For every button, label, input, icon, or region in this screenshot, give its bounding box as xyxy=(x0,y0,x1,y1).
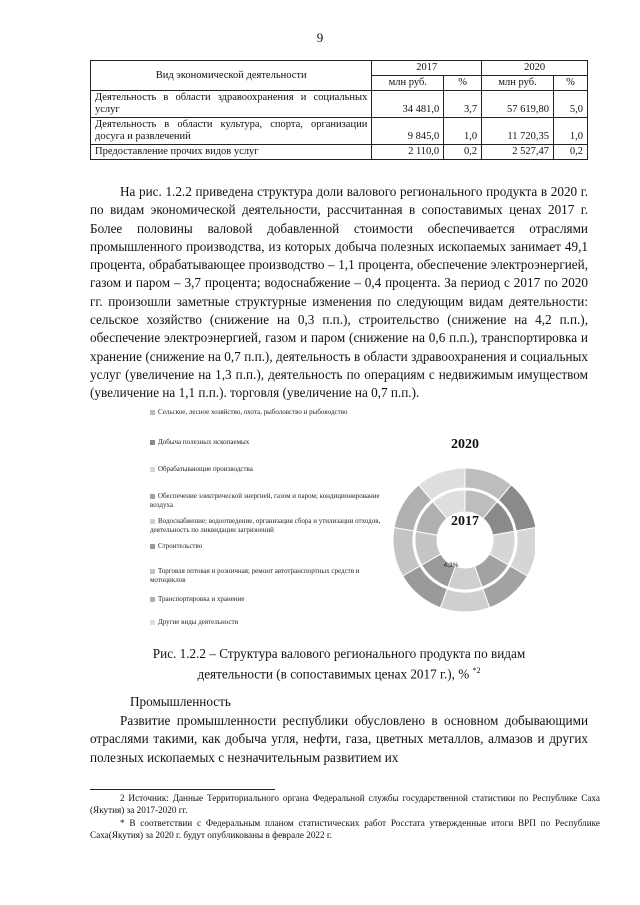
caption-line-2 xyxy=(90,662,588,682)
header-unit-rub-2020: млн руб. xyxy=(482,76,554,91)
row-pct-2020: 0,2 xyxy=(554,145,588,160)
row-value-2017: 34 481,0 xyxy=(372,91,444,118)
legend-item xyxy=(150,618,390,627)
row-value-2020: 2 527,47 xyxy=(482,145,554,160)
legend-swatch xyxy=(150,544,155,549)
legend-label: Добыча полезных ископаемых xyxy=(158,438,250,446)
row-pct-2020: 1,0 xyxy=(554,118,588,145)
legend-label: Другие виды деятельности xyxy=(158,618,239,626)
legend-swatch xyxy=(150,569,155,574)
donut-chart-svg xyxy=(385,415,535,630)
caption-line-1: Рис. 1.2.2 – Структура валового регионального продукта по видам xyxy=(152,646,526,661)
header-unit-rub-2017: млн руб. xyxy=(372,76,444,91)
row-activity: Деятельность в области культура, спорта, организации досуга и развлечений xyxy=(91,118,372,145)
page-number: 9 xyxy=(316,30,324,45)
legend-swatch xyxy=(150,597,155,602)
legend-swatch xyxy=(150,467,155,472)
legend-swatch xyxy=(150,519,155,524)
legend-label: Обеспечение электрической энергией, газом и паром; кондиционирование воздуха xyxy=(150,492,380,509)
table-row xyxy=(91,118,588,145)
legend-item xyxy=(150,542,390,551)
caption-line-2-text: деятельности (в сопоставимых ценах 2017 г.), % xyxy=(197,666,470,682)
legend-label: Транспортировка и хранение xyxy=(158,595,245,603)
slice-value-label: 4,3% xyxy=(443,562,459,569)
footnote-note: * В соответствии с Федеральным планом статистических работ Росстата утвержденные итоги ВРП по Республике Саха(Якутия) за 2020 г. будут опубликованы в феврале 2022 г. xyxy=(90,818,600,840)
row-value-2020: 57 619,80 xyxy=(482,91,554,118)
legend-label: Строительство xyxy=(158,542,203,550)
legend-item xyxy=(150,567,390,584)
legend-label: Сельское, лесное хозяйство, охота, рыболовство и рыбоводство xyxy=(158,408,348,416)
header-year-2020: 2020 xyxy=(482,61,588,76)
legend-label: Водоснабжение; водоотведение, организация сбора и утилизации отходов, деятельность по ликвидации загрязнений xyxy=(150,517,381,534)
legend-item xyxy=(150,438,390,447)
header-year-2017: 2017 xyxy=(372,61,482,76)
legend-swatch xyxy=(150,494,155,499)
legend-item xyxy=(150,465,390,474)
figure-caption xyxy=(90,645,588,682)
row-pct-2017: 1,0 xyxy=(444,118,482,145)
footnote-separator xyxy=(90,789,275,790)
legend-label: Обрабатывающие производства xyxy=(158,465,253,473)
gdp-structure-chart xyxy=(150,405,540,640)
gdp-table xyxy=(90,60,588,160)
row-pct-2020: 5,0 xyxy=(554,91,588,118)
legend-swatch xyxy=(150,440,155,445)
row-value-2017: 2 110,0 xyxy=(372,145,444,160)
legend-item xyxy=(150,492,390,509)
section-heading: Промышленность xyxy=(130,694,231,709)
legend-item xyxy=(150,517,390,534)
footnotes xyxy=(90,793,600,843)
body-paragraph-structure: На рис. 1.2.2 приведена структура доли валового регионального продукта в 2020 г. по видам экономической деятельности, рассчитанная в сопоставимых ценах 2017 г. Более половины валовой добавленной стоимости обеспечивается отраслями промышленного производства, из которых добыча полезных ископаемых занимает 49,1 процента, обрабатывающее производство – 1,1 процента, обеспечение электроэнергией, газом и паром – 3,7 процента; водоснабжение – 0,4 процента. За период с 2017 по 2020 гг. произошли заметные структурные изменения по следующим видам деятельности: сельское хозяйство (снижение на 0,3 п.п.), строительство (снижение на 4,2 п.п.), обеспечение электроэнергией, газом и паром (снижение на 0,6 п.п.), транспортировка и хранение (снижение на 0,7 п.п.), деятельность в области здравоохранения и социальных услуг (увеличение на 1,3 п.п.), деятельность по операциям с недвижимым имуществом (увеличение на 1,1 п.п.). торговля (увеличение на 0,7 п.п.). xyxy=(90,184,588,401)
outer-ring-segment xyxy=(440,589,489,612)
outer-ring-label: 2020 xyxy=(451,437,479,452)
inner-ring-label: 2017 xyxy=(451,514,479,529)
legend-swatch xyxy=(150,410,155,415)
row-pct-2017: 0,2 xyxy=(444,145,482,160)
table-row xyxy=(91,145,588,160)
row-value-2020: 11 720,35 xyxy=(482,118,554,145)
header-unit-pct-2017: % xyxy=(444,76,482,91)
legend-item xyxy=(150,595,390,604)
header-unit-pct-2020: % xyxy=(554,76,588,91)
row-pct-2017: 3,7 xyxy=(444,91,482,118)
legend-label: Торговля оптовая и розничная; ремонт автотранспортных средств и мотоциклов xyxy=(150,567,360,584)
legend-swatch xyxy=(150,620,155,625)
table-row xyxy=(91,91,588,118)
header-activity: Вид экономической деятельности xyxy=(91,61,372,91)
row-activity: Деятельность в области здравоохранения и социальных услуг xyxy=(91,91,372,118)
footnote-source: 2 Источник: Данные Территориального органа Федеральной службы государственной статистики по Республике Саха (Якутия) за 2017-2020 гг. xyxy=(90,793,600,815)
caption-footnote-ref: *2 xyxy=(472,666,481,675)
legend-item xyxy=(150,408,390,417)
table-header-row xyxy=(91,61,588,76)
row-activity: Предоставление прочих видов услуг xyxy=(91,145,372,160)
body-paragraph-industry: Развитие промышленности республики обусловлено в основном добывающими отраслями такими, как добыча угля, нефти, газа, цветных металлов, алмазов и других полезных ископаемых с незначительным развитием их xyxy=(90,713,588,765)
row-value-2017: 9 845,0 xyxy=(372,118,444,145)
